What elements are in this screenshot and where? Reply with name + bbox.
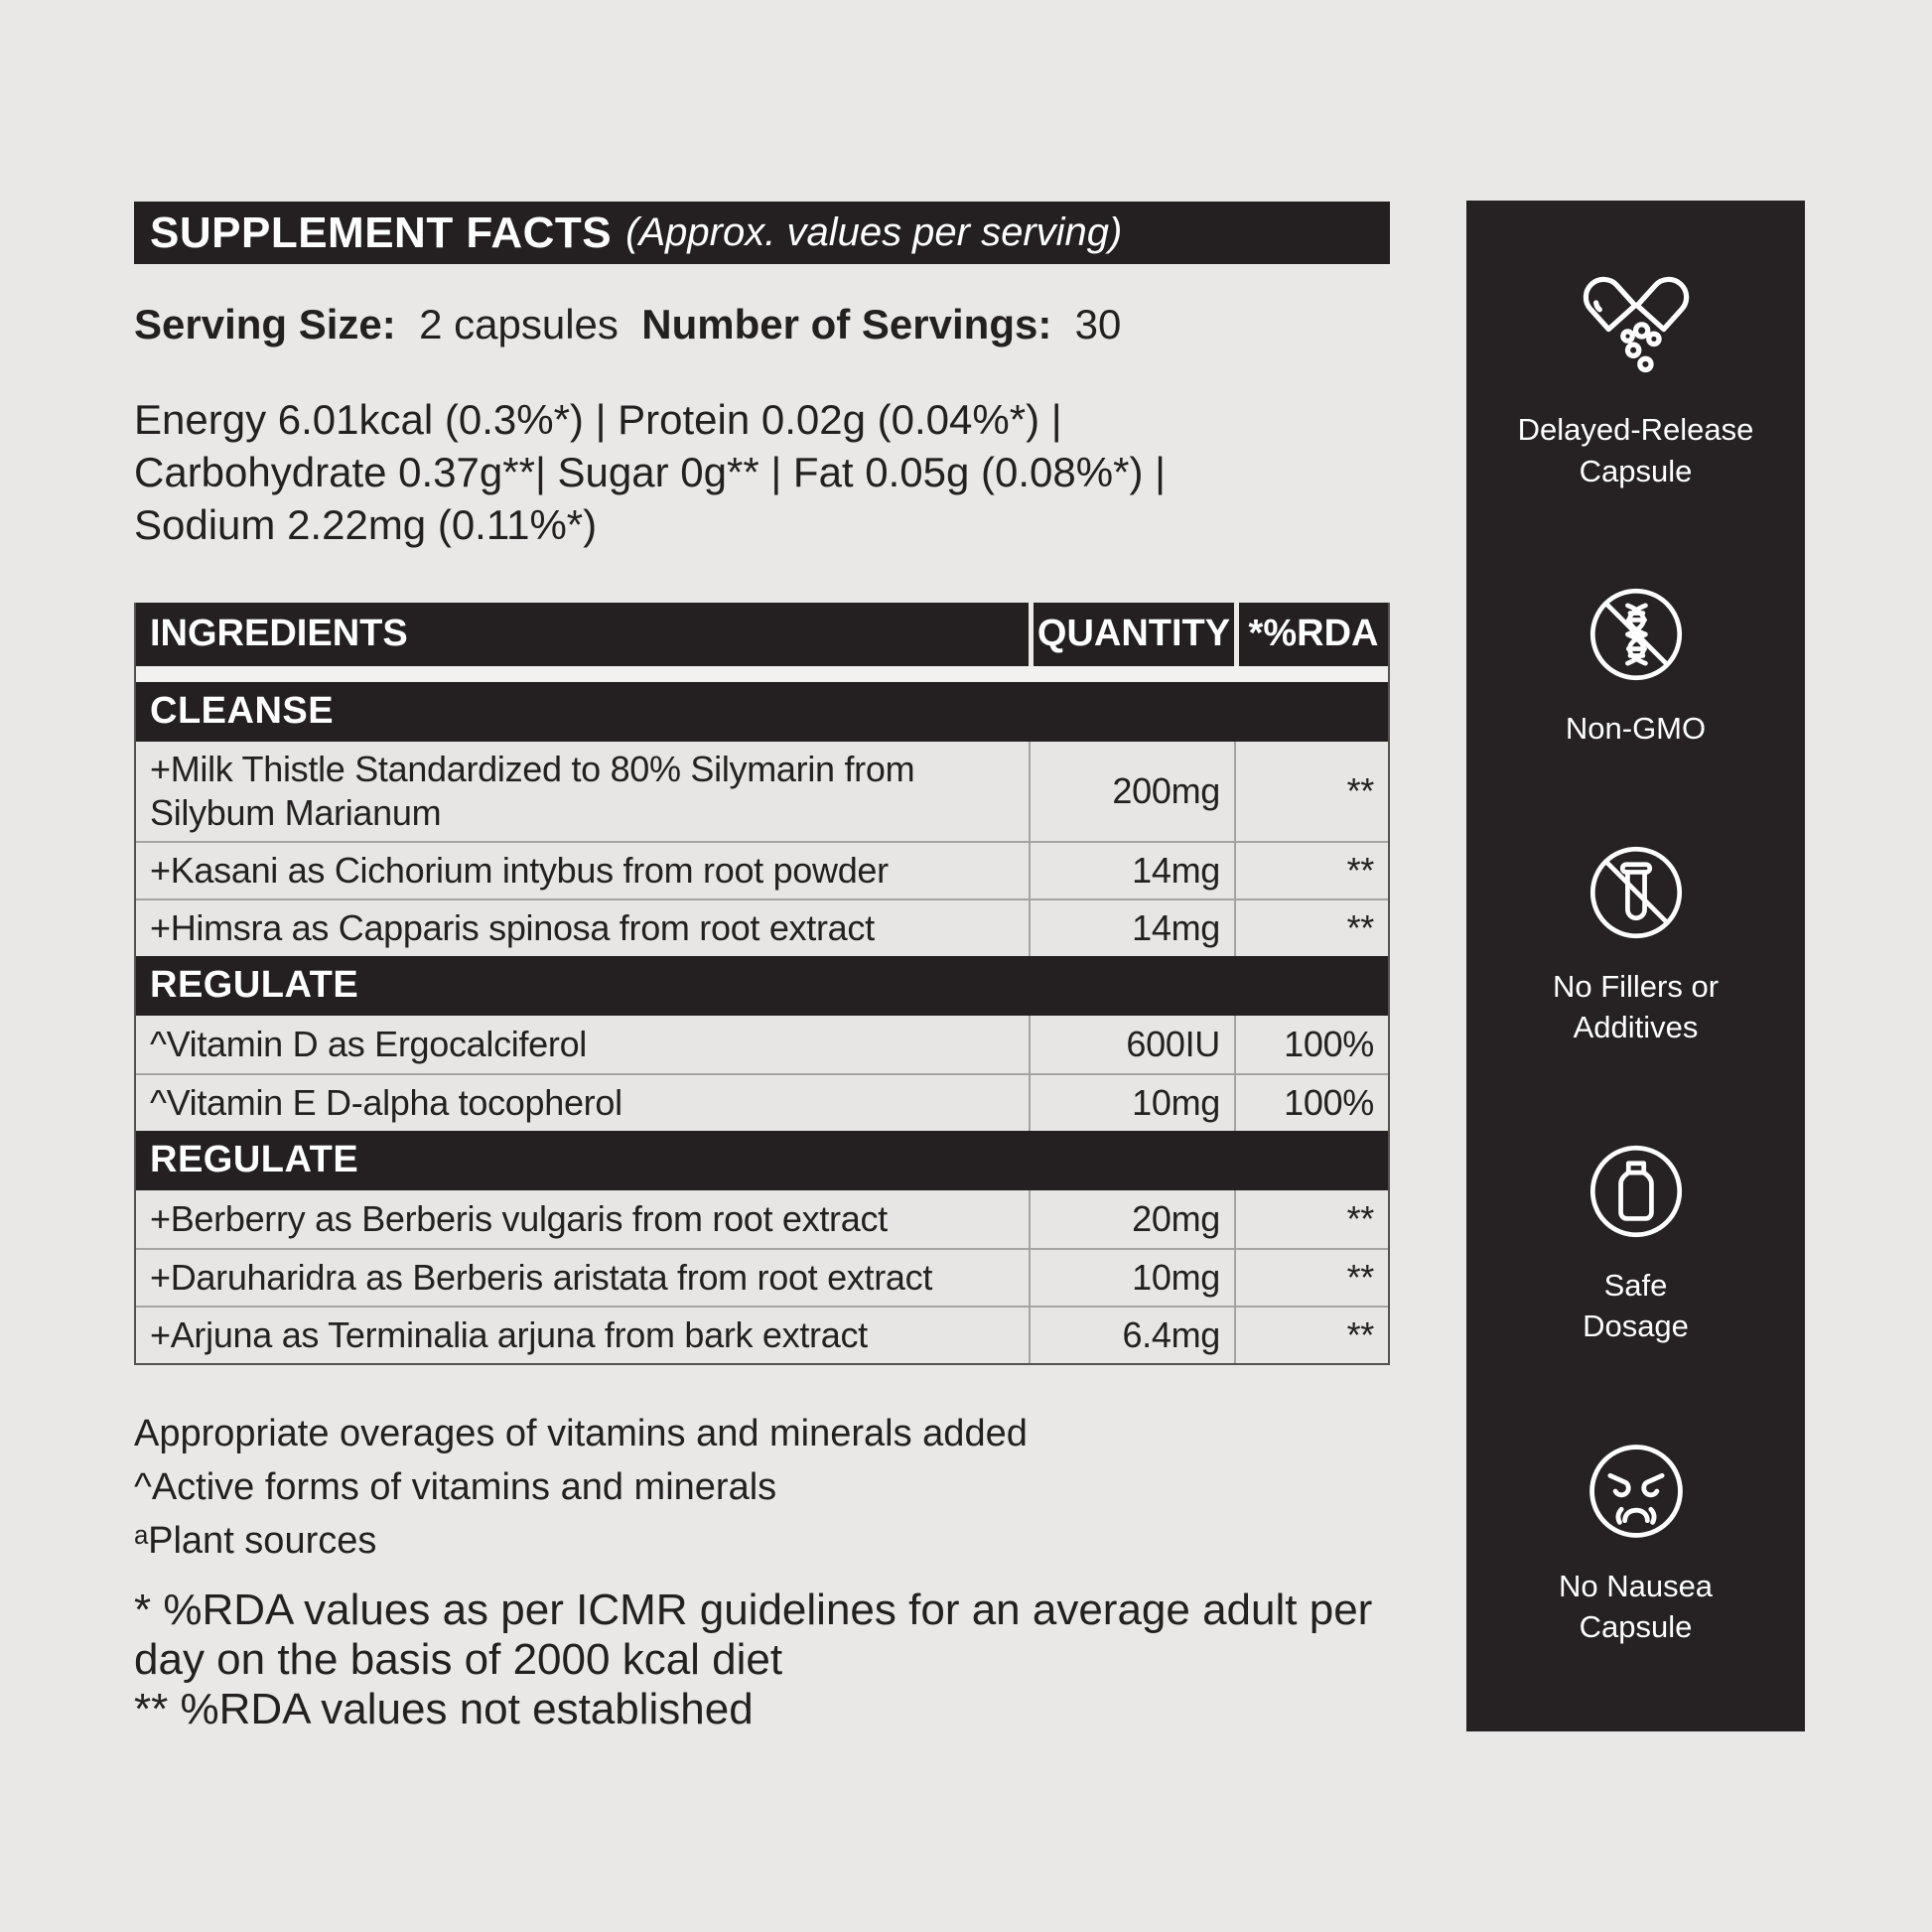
nutrition-summary <box>134 393 1390 551</box>
ingredient-quantity: 20mg <box>1029 1190 1234 1248</box>
section-header-regulate-1: REGULATE <box>136 956 1388 1016</box>
table-row <box>136 1190 1388 1248</box>
column-header-rda: *%RDA <box>1234 603 1388 666</box>
ingredient-rda: ** <box>1234 843 1388 898</box>
non-gmo-icon <box>1577 575 1696 694</box>
nutrition-line: Energy 6.01kcal (0.3%*) | Protein 0.02g (0.04%*) | <box>134 395 1062 443</box>
delayed-release-capsule-icon <box>1571 264 1702 395</box>
serving-size-label: Serving Size: <box>134 301 396 347</box>
no-nausea-icon <box>1576 1431 1697 1552</box>
feature-label: Non-GMO <box>1565 711 1707 747</box>
table-row <box>136 841 1388 898</box>
ingredient-name: +Himsra as Capparis spinosa from root extract <box>150 906 875 948</box>
table-row <box>136 898 1388 956</box>
ingredient-rda: ** <box>1234 900 1388 956</box>
column-header-ingredients: INGREDIENTS <box>150 613 408 655</box>
ingredient-name: ^Vitamin E D-alpha tocopherol <box>150 1081 622 1123</box>
ingredient-name: +Arjuna as Terminalia arjuna from bark extract <box>150 1313 868 1355</box>
table-row <box>136 1073 1388 1131</box>
page-subtitle: (Approx. values per serving) <box>625 210 1123 254</box>
ingredient-rda: ** <box>1234 1308 1388 1363</box>
table-row <box>136 742 1388 841</box>
feature-label: No Nausea Capsule <box>1558 1568 1714 1645</box>
footnote-overages: Appropriate overages of vitamins and minerals added <box>134 1412 1028 1454</box>
main-column <box>134 202 1390 1734</box>
feature-non-gmo <box>1566 575 1706 750</box>
feature-label: Safe Dosage <box>1583 1267 1689 1344</box>
ingredient-quantity: 14mg <box>1029 843 1234 898</box>
table-spacer-row <box>136 666 1388 682</box>
feature-no-fillers <box>1537 833 1735 1048</box>
section-header-regulate-2: REGULATE <box>136 1131 1388 1190</box>
feature-label: Delayed-Release Capsule <box>1517 412 1754 488</box>
ingredient-rda: ** <box>1234 742 1388 841</box>
ingredient-quantity: 6.4mg <box>1029 1308 1234 1363</box>
section-header-cleanse: CLEANSE <box>136 682 1388 742</box>
ingredient-rda: ** <box>1234 1250 1388 1306</box>
ingredient-quantity: 10mg <box>1029 1250 1234 1306</box>
table-header-row <box>136 603 1388 666</box>
rda-disclaimer <box>134 1586 1385 1734</box>
footnote-plant-sources: ᵃPlant sources <box>134 1519 377 1562</box>
rda-guideline-note: * %RDA values as per ICMR guidelines for an average adult per day on the basis of 2000 kcal diet <box>134 1585 1373 1684</box>
nutrition-line: Sodium 2.22mg (0.11%*) <box>134 500 598 548</box>
serving-info <box>134 300 1390 349</box>
spacer <box>630 301 642 347</box>
page-title: SUPPLEMENT FACTS <box>150 207 613 257</box>
feature-safe-dosage <box>1572 1132 1701 1347</box>
ingredient-name: +Berberry as Berberis vulgaris from root extract <box>150 1197 888 1239</box>
ingredient-name: +Kasani as Cichorium intybus from root powder <box>150 849 889 891</box>
no-fillers-icon <box>1577 833 1696 952</box>
ingredient-name: +Daruharidra as Berberis aristata from root extract <box>150 1256 933 1298</box>
ingredient-name: +Milk Thistle Standardized to 80% Silymarin from Silybum Marianum <box>150 748 915 833</box>
ingredient-quantity: 600IU <box>1029 1016 1234 1073</box>
feature-label: No Fillers or Additives <box>1552 968 1720 1045</box>
rda-not-established-note: ** %RDA values not established <box>134 1684 754 1733</box>
servings-count-label: Number of Servings: <box>641 301 1052 347</box>
ingredient-name: ^Vitamin D as Ergocalciferol <box>150 1023 588 1064</box>
ingredient-quantity: 10mg <box>1029 1075 1234 1131</box>
nutrition-line: Carbohydrate 0.37g**| Sugar 0g** | Fat 0.05g (0.08%*) | <box>134 448 1167 495</box>
table-row <box>136 1306 1388 1363</box>
footnote-active-forms: ^Active forms of vitamins and minerals <box>134 1465 777 1508</box>
feature-delayed-release <box>1506 264 1766 491</box>
ingredient-rda: ** <box>1234 1190 1388 1248</box>
feature-no-nausea <box>1527 1431 1745 1648</box>
serving-size-value-text: 2 capsules <box>419 301 619 347</box>
ingredients-table <box>134 603 1390 1365</box>
serving-size-value <box>407 301 419 347</box>
footnotes <box>134 1407 1390 1568</box>
feature-sidebar <box>1466 201 1805 1731</box>
ingredient-rda: 100% <box>1234 1016 1388 1073</box>
table-row <box>136 1248 1388 1306</box>
column-header-quantity: QUANTITY <box>1029 603 1234 666</box>
table-row <box>136 1016 1388 1073</box>
servings-count-value: 30 <box>1074 301 1122 347</box>
spacer <box>1063 301 1075 347</box>
safe-dosage-icon <box>1577 1132 1696 1251</box>
ingredient-rda: 100% <box>1234 1075 1388 1131</box>
ingredient-quantity: 200mg <box>1029 742 1234 841</box>
ingredient-quantity: 14mg <box>1029 900 1234 956</box>
supplement-facts-header-bar <box>134 202 1390 264</box>
